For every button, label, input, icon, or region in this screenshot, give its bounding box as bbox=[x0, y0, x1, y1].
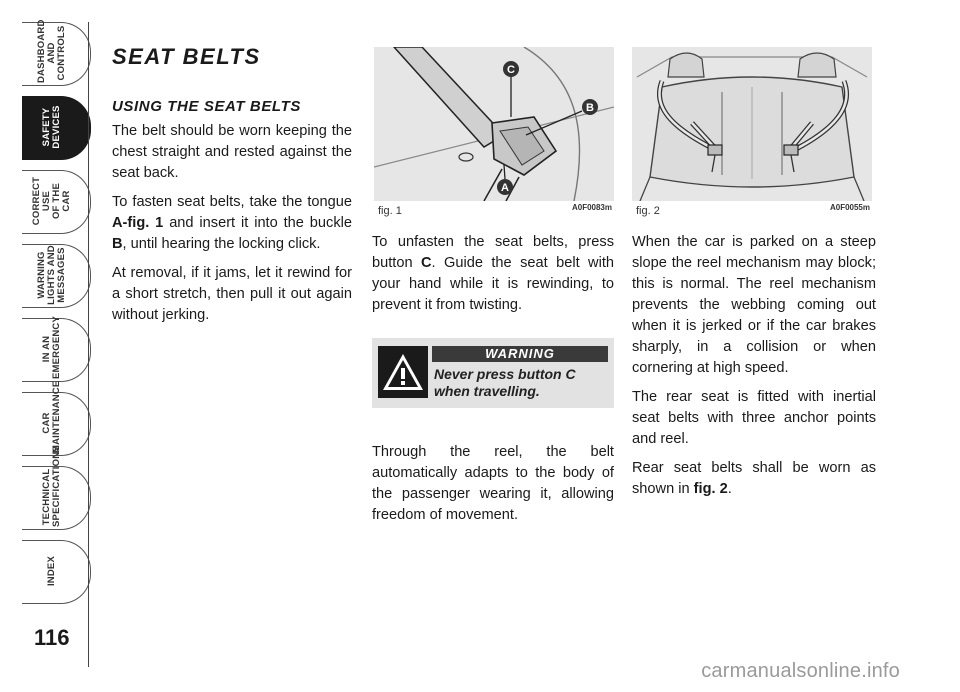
figure-code: A0F0055m bbox=[829, 203, 870, 212]
callout-b-label: B bbox=[586, 102, 594, 114]
figure-2 bbox=[632, 47, 872, 217]
paragraph: The rear seat is fitted with inertial seat belts with three anchor points and reel. bbox=[632, 389, 876, 447]
tab-label: CORRECT USE OF THE CAR bbox=[31, 176, 72, 226]
rear-seat-illustration bbox=[632, 47, 872, 201]
tab-label: INDEX bbox=[46, 555, 57, 587]
tab-correct-use[interactable] bbox=[18, 170, 96, 232]
text-run: To fasten seat belts, take the tongue bbox=[112, 194, 352, 210]
text-run: . Guide the seat belt with your hand while it is rewinding, to prevent it from twisting. bbox=[372, 255, 614, 313]
paragraph: At removal, if it jams, let it rewind for a short stretch, then pull it out again without jerking. bbox=[112, 265, 352, 323]
tab-label: WARNING LIGHTS AND MESSAGES bbox=[36, 245, 67, 305]
tab-label: IN AN EMERGENCY bbox=[41, 315, 62, 379]
figure-caption: fig. 2 bbox=[636, 205, 660, 217]
paragraph: When the car is parked on a steep slope the reel mechanism may block; this is normal. The reel mechanism prevents the webbing coming out when it is jerked or if the car brakes sharply, in a collision or when cornering at high speed. bbox=[632, 234, 876, 376]
paragraph bbox=[632, 458, 876, 500]
tab-warning-lights[interactable] bbox=[18, 244, 96, 306]
tab-safety-devices[interactable] bbox=[18, 96, 96, 158]
tab-label: DASHBOARD AND CONTROLS bbox=[36, 19, 67, 83]
page-title: SEAT BELTS bbox=[112, 44, 261, 69]
callout-c-label: C bbox=[507, 64, 515, 76]
tab-label: SAFETY DEVICES bbox=[41, 105, 62, 149]
warning-triangle-icon bbox=[378, 346, 428, 398]
buckle-illustration bbox=[374, 47, 614, 201]
callout-a bbox=[497, 179, 513, 195]
text-column-2 bbox=[372, 232, 614, 534]
paragraph: The belt should be worn keeping the chest straight and rested against the seat back. bbox=[112, 123, 352, 181]
callout-b bbox=[582, 99, 598, 115]
warning-text: Never press button C when travelling. bbox=[434, 366, 576, 399]
warning-header: WARNING bbox=[432, 346, 608, 362]
text-run: . bbox=[727, 481, 732, 497]
chapter-nav bbox=[18, 19, 96, 614]
nav-divider bbox=[88, 22, 89, 667]
text-column-1 bbox=[112, 44, 352, 334]
watermark: carmanualsonline.info bbox=[701, 660, 900, 682]
paragraph bbox=[112, 192, 352, 255]
callout-a-label: A bbox=[501, 182, 509, 194]
figure-1 bbox=[374, 47, 614, 217]
figure-reference: A-fig. 1 bbox=[112, 215, 164, 231]
paragraph bbox=[372, 232, 614, 316]
tab-in-an-emergency[interactable] bbox=[18, 315, 96, 380]
tab-label: CAR MAINTENANCE bbox=[41, 380, 62, 453]
tab-technical-specifications[interactable] bbox=[18, 445, 96, 528]
page-number: 116 bbox=[34, 625, 70, 650]
figure-code: A0F0083m bbox=[571, 203, 612, 212]
figure-reference: fig. 2 bbox=[693, 481, 728, 497]
part-reference: C bbox=[421, 255, 432, 271]
tab-index[interactable] bbox=[18, 540, 96, 602]
warning-box bbox=[372, 338, 614, 408]
text-run: , until hearing the locking click. bbox=[122, 236, 321, 252]
section-title: USING THE SEAT BELTS bbox=[112, 98, 301, 115]
text-run: and insert it into the buckle bbox=[163, 215, 352, 231]
callout-c bbox=[503, 61, 519, 77]
text-column-3 bbox=[632, 232, 876, 508]
part-reference: B bbox=[112, 236, 123, 252]
text-run: To unfasten the seat belts, press button bbox=[372, 234, 614, 271]
paragraph: Through the reel, the belt automatically adapts to the body of the passenger wearing it, allowing freedom of movement. bbox=[372, 444, 614, 523]
figure-caption: fig. 1 bbox=[378, 205, 402, 217]
tab-label: TECHNICAL SPECIFICATIONS bbox=[41, 445, 62, 527]
text-run: Rear seat belts shall be worn as shown in bbox=[632, 460, 876, 497]
tab-dashboard-and-controls[interactable] bbox=[18, 19, 96, 84]
